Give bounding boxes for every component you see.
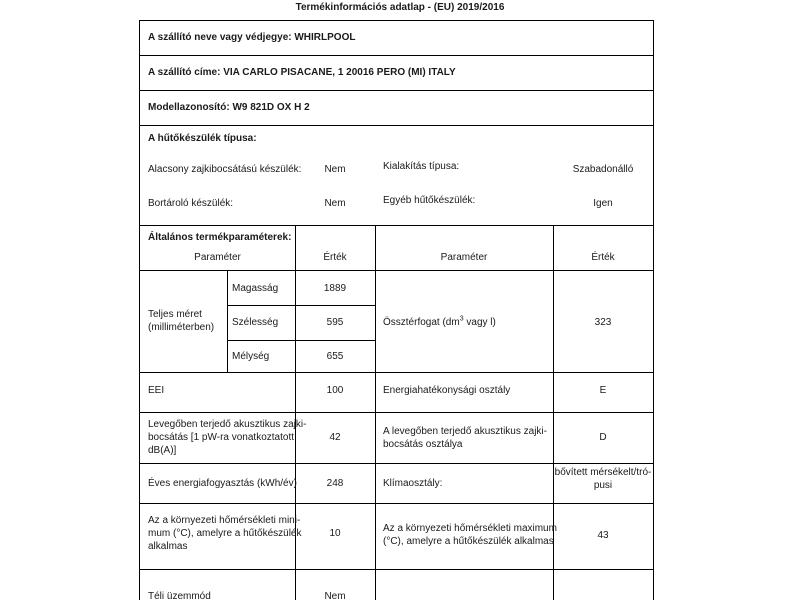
rule xyxy=(140,225,653,226)
eei-label: EEI xyxy=(148,385,165,396)
rule xyxy=(140,20,653,21)
volume-label-superscript: 3 xyxy=(459,315,464,323)
page-title: Termékinformációs adatlap - (EU) 2019/2016 xyxy=(295,2,505,13)
supplier-address: A szállító címe: VIA CARLO PISACANE, 1 20016 PERO (MI) ITALY xyxy=(148,67,456,78)
product-fiche-table xyxy=(139,20,654,600)
other-appliance-label: Egyéb hűtőkészülék: xyxy=(383,195,476,206)
noise-class-label: bocsátás osztálya xyxy=(383,439,463,450)
supplier-name: A szállító neve vagy védjegye: WHIRLPOOL xyxy=(148,32,356,43)
min-temperature-label: alkalmas xyxy=(148,541,188,552)
max-temperature-label: Az a környezeti hőmérsékleti maximum xyxy=(383,523,557,534)
rule xyxy=(227,305,375,306)
noise-emission-label: dB(A)] xyxy=(148,445,177,456)
total-volume-label xyxy=(383,316,496,329)
noise-emission-label: Levegőben terjedő akusztikus zajki- xyxy=(148,419,307,430)
energy-class-value: E xyxy=(599,385,607,396)
appliance-type-heading: A hűtőkészülék típusa: xyxy=(148,133,257,144)
winter-mode-value: Nem xyxy=(324,591,346,602)
dimensions-unit-label: (milliméterben) xyxy=(148,322,215,333)
energy-class-label: Energiahatékonysági osztály xyxy=(383,385,511,396)
total-volume-value: 323 xyxy=(594,317,612,328)
low-noise-label: Alacsony zajkibocsátású készülék: xyxy=(148,164,302,175)
rule xyxy=(140,569,653,570)
design-type-value: Szabadonálló xyxy=(572,164,634,175)
low-noise-value: Nem xyxy=(324,164,346,175)
max-temperature-value: 43 xyxy=(597,530,609,541)
rule xyxy=(227,340,375,341)
noise-class-label: A levegőben terjedő akusztikus zajki- xyxy=(383,426,547,437)
rule xyxy=(140,90,653,91)
depth-label: Mélység xyxy=(232,351,270,362)
wine-storage-label: Bortároló készülék: xyxy=(148,198,234,209)
rule xyxy=(140,503,653,504)
column-header-value: Érték xyxy=(323,252,347,263)
width-value: 595 xyxy=(326,317,344,328)
height-label: Magasság xyxy=(232,283,279,294)
winter-mode-label: Téli üzemmód xyxy=(148,591,211,602)
climate-class-value: bővített mérsékelt/tró- xyxy=(554,467,652,478)
climate-class-label: Klímaosztály: xyxy=(383,478,443,489)
volume-label-text: vagy l) xyxy=(463,317,496,328)
climate-class-value: pusi xyxy=(593,480,613,491)
rule xyxy=(140,55,653,56)
volume-label-text: Össztérfogat (dm xyxy=(383,317,460,328)
rule xyxy=(140,372,653,373)
min-temperature-value: 10 xyxy=(329,528,341,539)
depth-value: 655 xyxy=(326,351,344,362)
design-type-label: Kialakítás típusa: xyxy=(383,161,460,172)
width-label: Szélesség xyxy=(232,317,279,328)
noise-emission-label: bocsátás [1 pW-ra vonatkoztatott xyxy=(148,432,295,443)
other-appliance-value: Igen xyxy=(593,198,613,209)
rule xyxy=(140,125,653,126)
max-temperature-label: (°C), amelyre a hűtőkészülék alkalmas xyxy=(383,536,554,547)
column-header-parameter: Paraméter xyxy=(194,252,241,263)
rule xyxy=(140,463,653,464)
min-temperature-label: mum (°C), amelyre a hűtőkészülék xyxy=(148,528,302,539)
general-parameters-heading: Általános termékparaméterek: xyxy=(148,232,292,243)
column-header-value: Érték xyxy=(591,252,615,263)
noise-emission-value: 42 xyxy=(329,432,341,443)
eei-value: 100 xyxy=(326,385,344,396)
rule xyxy=(227,270,228,372)
wine-storage-value: Nem xyxy=(324,198,346,209)
min-temperature-label: Az a környezeti hőmérsékleti mini- xyxy=(148,515,301,526)
annual-consumption-label: Éves energiafogyasztás (kWh/év) xyxy=(148,478,297,489)
rule xyxy=(140,412,653,413)
rule xyxy=(375,225,376,600)
dimensions-label: Teljes méret xyxy=(148,309,202,320)
rule xyxy=(140,270,653,271)
height-value: 1889 xyxy=(323,283,347,294)
noise-class-value: D xyxy=(599,432,607,443)
annual-consumption-value: 248 xyxy=(326,478,344,489)
model-identifier: Modellazonosító: W9 821D OX H 2 xyxy=(148,102,310,113)
column-header-parameter: Paraméter xyxy=(440,252,488,263)
